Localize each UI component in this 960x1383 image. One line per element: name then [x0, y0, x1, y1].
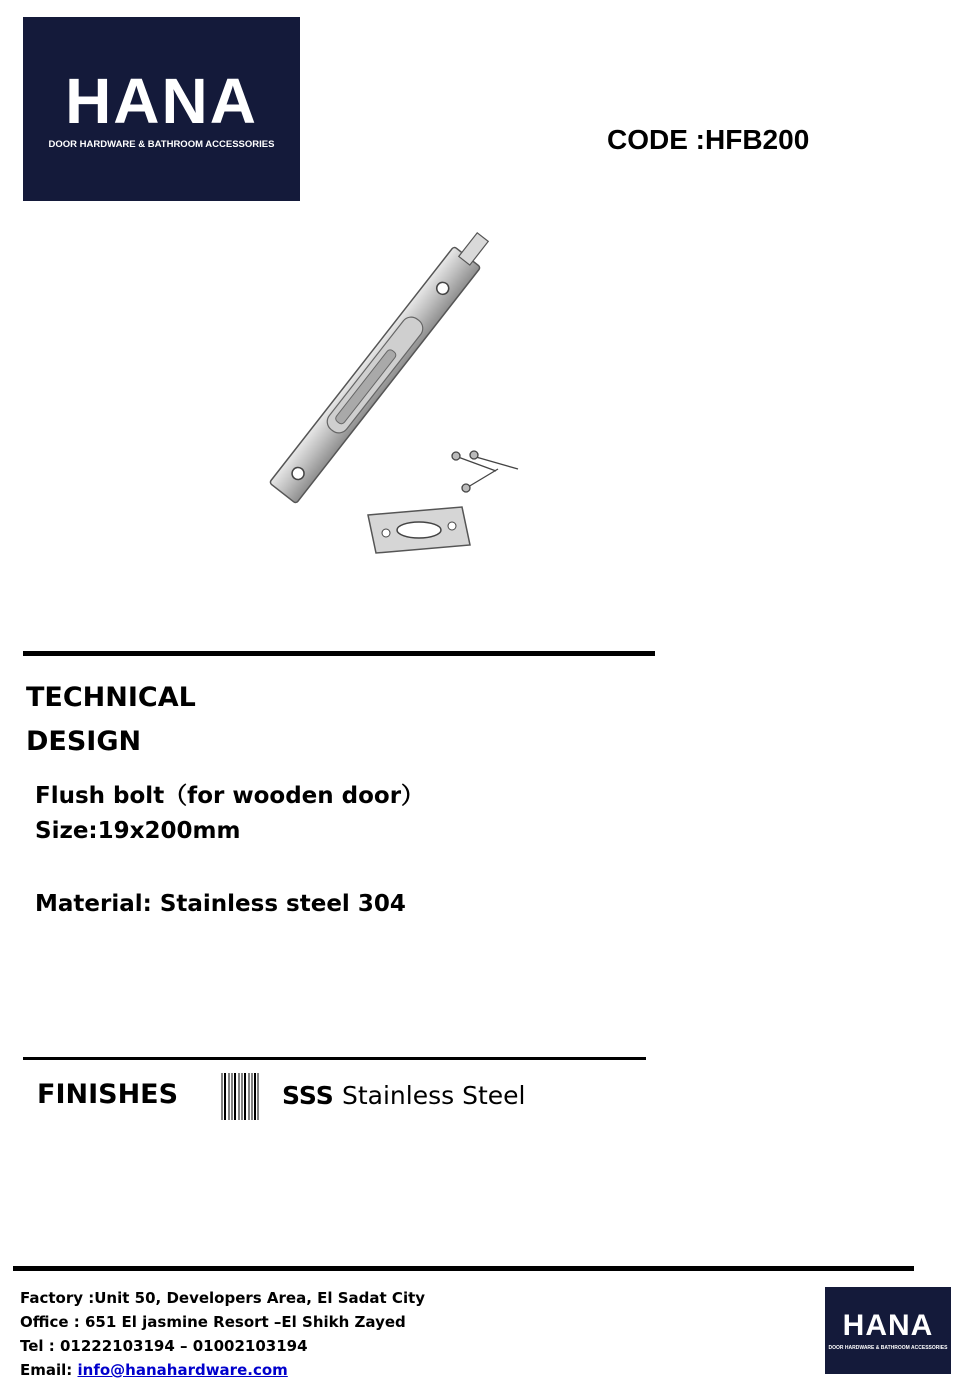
brand-logo-word: HANA	[65, 64, 258, 137]
factory-address: Factory :Unit 50, Developers Area, El Sadat City	[20, 1289, 426, 1307]
product-material: Material: Stainless steel 304	[35, 891, 406, 917]
telephone: Tel : 01222103194 – 01002103194	[20, 1337, 308, 1355]
screws	[452, 451, 518, 492]
brand-logo	[23, 17, 300, 201]
product-image	[200, 225, 540, 565]
strike-plate	[368, 507, 470, 553]
contact-footer	[20, 1286, 580, 1382]
finishes-heading: FINISHES	[37, 1079, 179, 1110]
email-label: Email:	[20, 1361, 78, 1379]
product-description: Flush bolt（for wooden door）	[35, 783, 425, 809]
footer-logo	[825, 1287, 951, 1374]
email-link[interactable]: info@hanahardware.com	[77, 1361, 288, 1379]
email-line	[20, 1358, 580, 1382]
heading-line-2: DESIGN	[26, 726, 142, 757]
footer-logo-tagline: DOOR HARDWARE & BATHROOM ACCESSORIES	[828, 1344, 948, 1351]
technical-design-heading	[26, 676, 326, 764]
footer-logo-word: HANA	[842, 1308, 934, 1342]
finish-name: Stainless Steel	[342, 1081, 526, 1110]
flush-bolt-body	[269, 227, 496, 504]
divider-finishes	[23, 1057, 646, 1060]
stainless-steel-swatch-icon	[220, 1073, 260, 1120]
divider-technical	[23, 651, 655, 656]
heading-line-1: TECHNICAL	[26, 682, 196, 713]
divider-footer	[13, 1266, 914, 1271]
product-code: CODE :HFB200	[607, 124, 810, 155]
finish-code: SSS	[282, 1081, 334, 1110]
product-size: Size:19x200mm	[35, 818, 241, 844]
brand-logo-tagline: DOOR HARDWARE & BATHROOM ACCESSORIES	[48, 138, 275, 150]
office-address: Office : 651 El jasmine Resort –El Shikh Zayed	[20, 1313, 406, 1331]
